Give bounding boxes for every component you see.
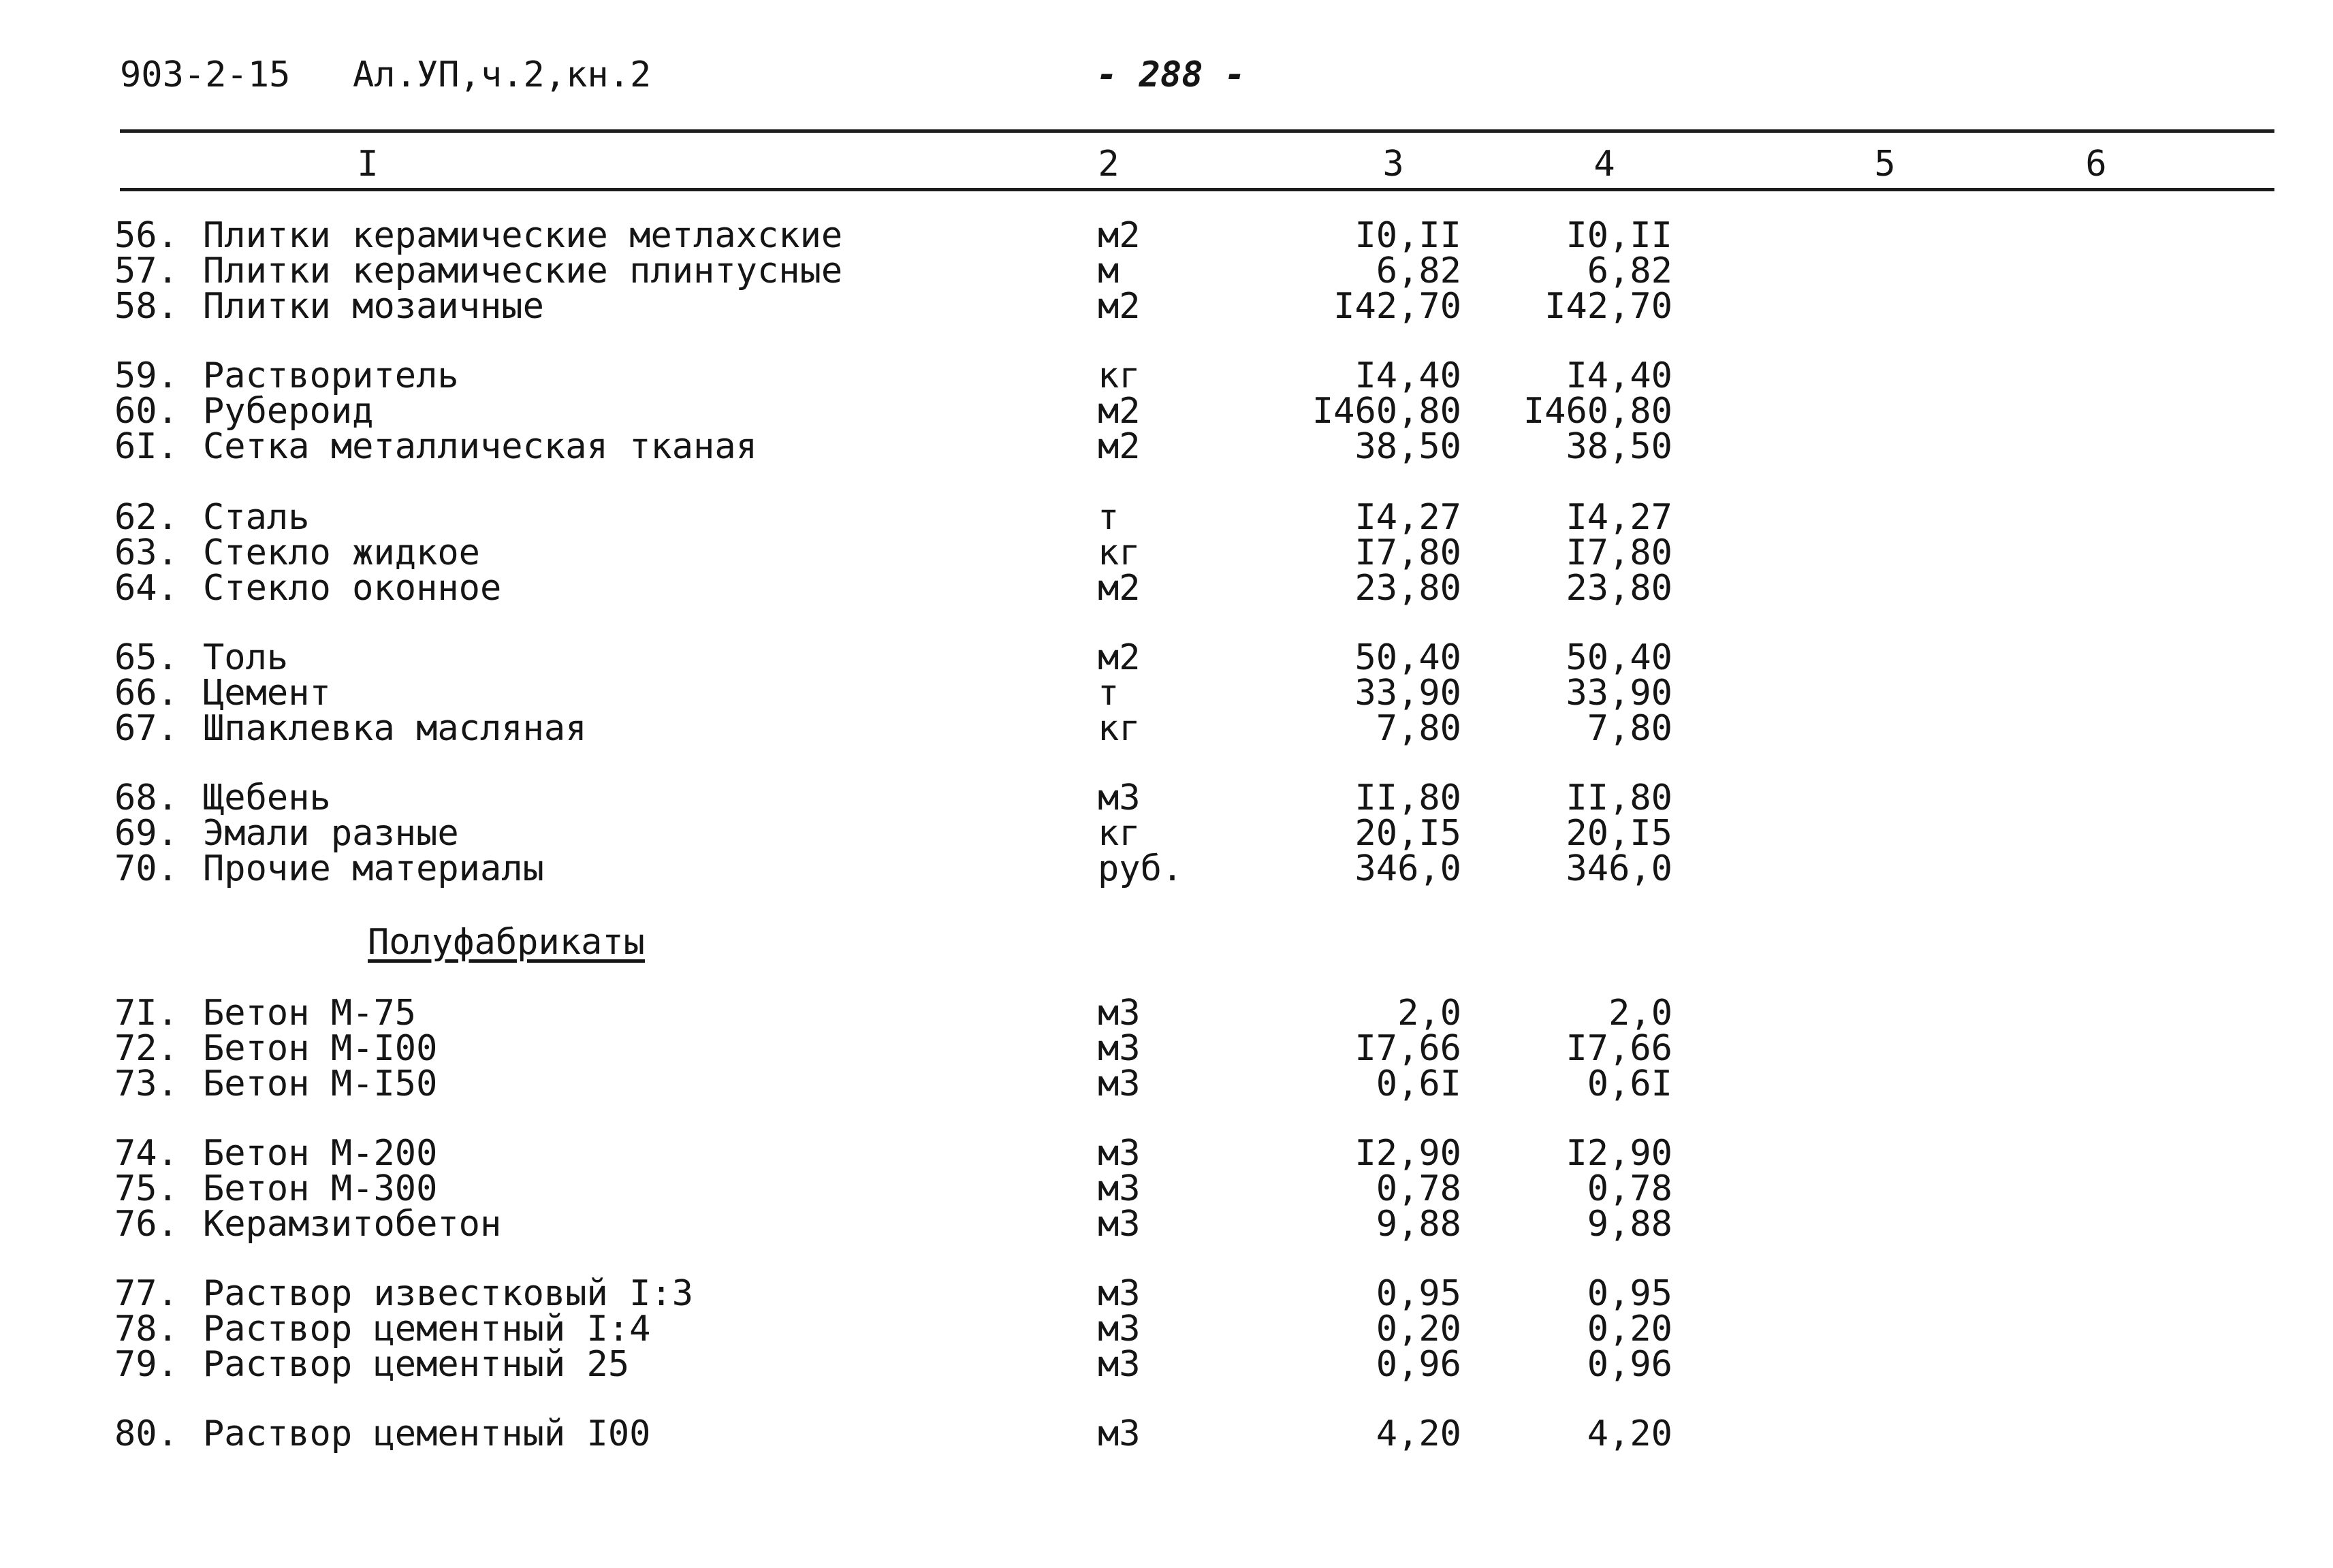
quantity-col-3: 7,80: [1376, 708, 1461, 749]
quantity-col-4: 7,80: [1587, 708, 1672, 749]
material-name: Сталь: [203, 497, 310, 538]
row-number: 78.: [114, 1309, 178, 1349]
material-name: Раствор известковый I:3: [203, 1273, 694, 1314]
table-row: [0, 426, 2333, 467]
unit-of-measure: м2: [1098, 426, 1141, 467]
quantity-col-4: 33,90: [1566, 673, 1672, 714]
quantity-col-4: I4,27: [1566, 497, 1672, 538]
table-row: [0, 253, 2333, 289]
unit-of-measure: м3: [1098, 1413, 1141, 1454]
column-number-5: 5: [1874, 144, 1896, 185]
row-number: 77.: [114, 1273, 178, 1314]
quantity-col-4: I4,40: [1566, 355, 1672, 396]
table-row: [0, 1168, 2333, 1209]
material-name: Бетон М-75: [203, 993, 417, 1034]
row-number: 67.: [114, 708, 178, 749]
quantity-col-3: 23,80: [1354, 568, 1461, 609]
quantity-col-4: 0,96: [1587, 1344, 1672, 1385]
quantity-col-4: I7,80: [1566, 532, 1672, 573]
table-row: [0, 1311, 2333, 1347]
unit-of-measure: м3: [1098, 993, 1141, 1034]
table-row: [0, 215, 2333, 256]
quantity-col-3: I4,40: [1354, 355, 1461, 396]
row-number: 69.: [114, 813, 178, 854]
column-number-1: I: [357, 144, 379, 185]
material-name: Прочие материалы: [203, 848, 544, 889]
table-row: [0, 673, 2333, 714]
unit-of-measure: м3: [1098, 1028, 1141, 1069]
quantity-col-3: 0,6I: [1376, 1063, 1461, 1104]
quantity-col-3: 2,0: [1397, 993, 1461, 1034]
quantity-col-3: II,80: [1354, 778, 1461, 818]
column-number-3: 3: [1382, 144, 1404, 185]
quantity-col-3: 4,20: [1376, 1413, 1461, 1454]
table-top-rule: [120, 129, 2274, 133]
quantity-col-4: 2,0: [1608, 993, 1672, 1034]
section-title: Полуфабрикаты: [368, 922, 645, 963]
quantity-col-4: I460,80: [1523, 391, 1672, 432]
material-name: Бетон М-I50: [203, 1063, 438, 1104]
table-row: [0, 1028, 2333, 1069]
material-name: Плитки керамические плинтусные: [203, 251, 843, 291]
table-row: [0, 1133, 2333, 1174]
row-number: 56.: [114, 215, 178, 256]
quantity-col-3: I42,70: [1333, 286, 1461, 327]
quantity-col-3: I460,80: [1312, 391, 1461, 432]
table-row: [0, 1204, 2333, 1245]
table-row: [0, 993, 2333, 1034]
material-name: Растворитель: [203, 355, 459, 396]
material-name: Цемент: [203, 673, 331, 714]
material-name: Толь: [203, 637, 289, 678]
row-number: 73.: [114, 1063, 178, 1104]
unit-of-measure: м3: [1098, 1063, 1141, 1104]
quantity-col-3: 0,20: [1376, 1309, 1461, 1349]
table-row: [0, 780, 2333, 816]
row-number: 64.: [114, 568, 178, 609]
quantity-col-3: I0,II: [1354, 215, 1461, 256]
quantity-col-3: 20,I5: [1354, 813, 1461, 854]
row-number: 7I.: [114, 993, 178, 1034]
unit-of-measure: м3: [1098, 1204, 1141, 1245]
quantity-col-4: 0,6I: [1587, 1063, 1672, 1104]
material-name: Эмали разные: [203, 813, 459, 854]
row-number: 58.: [114, 286, 178, 327]
row-number: 75.: [114, 1168, 178, 1209]
unit-of-measure: м3: [1098, 1309, 1141, 1349]
unit-of-measure: м3: [1098, 1133, 1141, 1174]
unit-of-measure: кг: [1098, 355, 1141, 396]
column-number-2: 2: [1098, 144, 1120, 185]
quantity-col-4: 20,I5: [1566, 813, 1672, 854]
material-name: Щебень: [203, 778, 331, 818]
quantity-col-3: I7,66: [1354, 1028, 1461, 1069]
table-row: [0, 286, 2333, 327]
quantity-col-4: 23,80: [1566, 568, 1672, 609]
unit-of-measure: м3: [1098, 1168, 1141, 1209]
unit-of-measure: т: [1098, 497, 1120, 538]
quantity-col-4: I0,II: [1566, 215, 1672, 256]
quantity-col-4: 346,0: [1566, 848, 1672, 889]
document-code: 903-2-15: [120, 54, 291, 95]
quantity-col-4: 38,50: [1566, 426, 1672, 467]
row-number: 63.: [114, 532, 178, 573]
material-name: Бетон М-I00: [203, 1028, 438, 1069]
row-number: 6I.: [114, 426, 178, 467]
unit-of-measure: м2: [1098, 286, 1141, 327]
row-number: 65.: [114, 637, 178, 678]
unit-of-measure: кг: [1098, 708, 1141, 749]
quantity-col-4: I42,70: [1544, 286, 1672, 327]
unit-of-measure: м: [1098, 251, 1120, 291]
table-row: [0, 813, 2333, 854]
quantity-col-3: I4,27: [1354, 497, 1461, 538]
unit-of-measure: м2: [1098, 637, 1141, 678]
quantity-col-3: 346,0: [1354, 848, 1461, 889]
material-name: Стекло оконное: [203, 568, 502, 609]
quantity-col-4: 6,82: [1587, 251, 1672, 291]
table-row: [0, 1273, 2333, 1314]
material-name: Плитки мозаичные: [203, 286, 544, 327]
quantity-col-4: 0,20: [1587, 1309, 1672, 1349]
quantity-col-4: I2,90: [1566, 1133, 1672, 1174]
table-row: [0, 1344, 2333, 1385]
quantity-col-3: 33,90: [1354, 673, 1461, 714]
table-row: [0, 1413, 2333, 1454]
row-number: 57.: [114, 251, 178, 291]
unit-of-measure: м2: [1098, 568, 1141, 609]
quantity-col-4: 50,40: [1566, 637, 1672, 678]
row-number: 80.: [114, 1413, 178, 1454]
page-number: - 288 -: [1096, 54, 1246, 95]
unit-of-measure: м3: [1098, 1273, 1141, 1314]
unit-of-measure: м2: [1098, 391, 1141, 432]
row-number: 70.: [114, 848, 178, 889]
quantity-col-4: II,80: [1566, 778, 1672, 818]
table-row: [0, 568, 2333, 609]
row-number: 62.: [114, 497, 178, 538]
material-name: Раствор цементный I00: [203, 1413, 651, 1454]
table-row: [0, 637, 2333, 678]
table-header-rule: [120, 188, 2274, 191]
row-number: 72.: [114, 1028, 178, 1069]
quantity-col-4: 4,20: [1587, 1413, 1672, 1454]
quantity-col-3: 9,88: [1376, 1204, 1461, 1245]
table-row: [0, 391, 2333, 432]
material-name: Шпаклевка масляная: [203, 708, 587, 749]
table-row: [0, 532, 2333, 573]
unit-of-measure: м2: [1098, 215, 1141, 256]
row-number: 76.: [114, 1204, 178, 1245]
material-name: Бетон М-300: [203, 1168, 438, 1209]
unit-of-measure: т: [1098, 673, 1120, 714]
quantity-col-3: 0,95: [1376, 1273, 1461, 1314]
quantity-col-3: 0,78: [1376, 1168, 1461, 1209]
quantity-col-4: 9,88: [1587, 1204, 1672, 1245]
unit-of-measure: кг: [1098, 813, 1141, 854]
unit-of-measure: кг: [1098, 532, 1141, 573]
material-name: Бетон М-200: [203, 1133, 438, 1174]
quantity-col-3: 50,40: [1354, 637, 1461, 678]
row-number: 79.: [114, 1344, 178, 1385]
material-name: Плитки керамические метлахские: [203, 215, 843, 256]
quantity-col-4: 0,78: [1587, 1168, 1672, 1209]
quantity-col-3: 38,50: [1354, 426, 1461, 467]
row-number: 59.: [114, 355, 178, 396]
unit-of-measure: м3: [1098, 778, 1141, 818]
material-name: Раствор цементный I:4: [203, 1309, 651, 1349]
material-name: Рубероид: [203, 391, 374, 432]
table-row: [0, 355, 2333, 396]
row-number: 74.: [114, 1133, 178, 1174]
row-number: 60.: [114, 391, 178, 432]
row-number: 68.: [114, 778, 178, 818]
quantity-col-4: I7,66: [1566, 1028, 1672, 1069]
material-name: Стекло жидкое: [203, 532, 480, 573]
quantity-col-3: 6,82: [1376, 251, 1461, 291]
column-number-6: 6: [2085, 144, 2107, 185]
quantity-col-4: 0,95: [1587, 1273, 1672, 1314]
column-number-4: 4: [1593, 144, 1615, 185]
table-row: [0, 848, 2333, 889]
table-row: [0, 1063, 2333, 1104]
material-name: Раствор цементный 25: [203, 1344, 630, 1385]
column-numbers-row: [0, 142, 2333, 187]
material-name: Керамзитобетон: [203, 1204, 502, 1245]
material-name: Сетка металлическая тканая: [203, 426, 757, 467]
table-row: [0, 708, 2333, 749]
quantity-col-3: 0,96: [1376, 1344, 1461, 1385]
quantity-col-3: I2,90: [1354, 1133, 1461, 1174]
unit-of-measure: м3: [1098, 1344, 1141, 1385]
table-row: [0, 497, 2333, 538]
row-number: 66.: [114, 673, 178, 714]
quantity-col-3: I7,80: [1354, 532, 1461, 573]
document-reference: Ал.УП,ч.2,кн.2: [353, 54, 652, 95]
unit-of-measure: руб.: [1098, 848, 1184, 889]
